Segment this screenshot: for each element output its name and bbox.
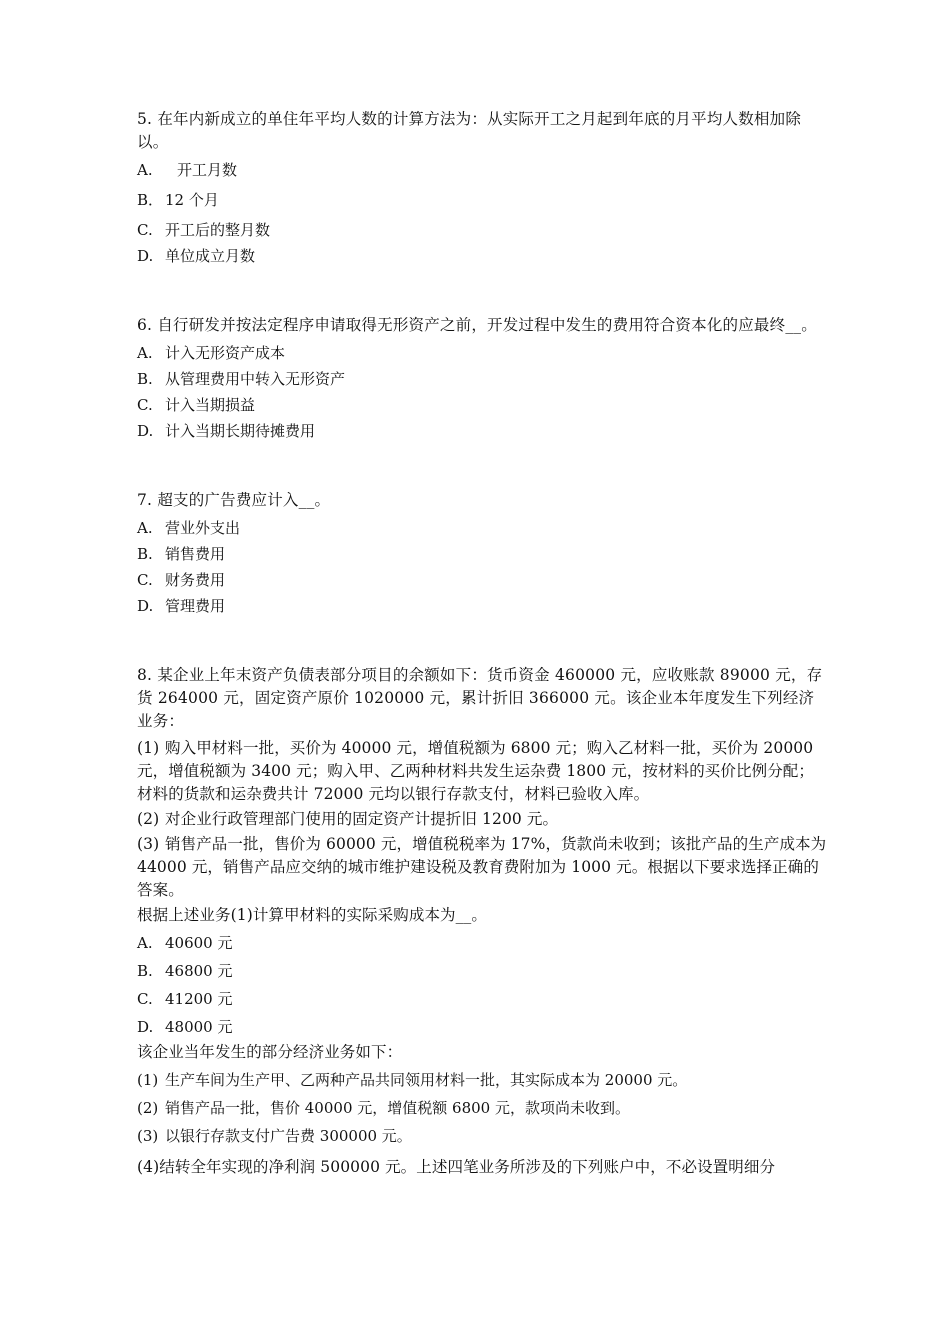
question-6	[137, 314, 827, 443]
option-text: 48000 元	[165, 1018, 233, 1036]
option-letter: B.	[137, 962, 153, 980]
question-5-option-c[interactable]	[137, 218, 827, 242]
question-5-option-a[interactable]	[137, 158, 827, 182]
item-label: (1)	[137, 1071, 159, 1089]
question-9	[137, 1041, 827, 1179]
question-8-option-d[interactable]	[137, 1013, 827, 1041]
option-letter: A.	[137, 519, 153, 537]
option-letter: B.	[137, 370, 153, 388]
question-8-item-3	[137, 833, 827, 902]
option-text: 单位成立月数	[165, 247, 256, 265]
option-letter: A.	[137, 934, 153, 952]
question-9-intro: 该企业当年发生的部分经济业务如下：	[137, 1043, 403, 1061]
question-8-option-b[interactable]	[137, 957, 827, 985]
option-text: 计入当期损益	[165, 396, 256, 414]
item-text: 以银行存款支付广告费 300000 元。	[165, 1127, 412, 1145]
option-letter: D.	[137, 247, 154, 265]
option-text: 开工月数	[177, 161, 238, 179]
question-8	[137, 664, 827, 1041]
question-6-stem: 6. 自行研发并按法定程序申请取得无形资产之前，开发过程中发生的费用符合资本化的应最终__。	[137, 316, 817, 334]
option-letter: A.	[137, 344, 153, 362]
question-8-item-2	[137, 808, 827, 831]
question-9-item-1	[137, 1066, 827, 1094]
option-letter: B.	[137, 545, 153, 563]
item-text: 生产车间为生产甲、乙两种产品共同领用材料一批，其实际成本为 20000 元。	[165, 1071, 688, 1089]
option-letter: D.	[137, 422, 154, 440]
option-text: 计入当期长期待摊费用	[165, 422, 316, 440]
item-label: (3)	[137, 1127, 159, 1145]
question-7-option-b[interactable]	[137, 542, 827, 566]
option-letter: B．	[137, 191, 164, 209]
question-5-option-d[interactable]	[137, 244, 827, 268]
option-text: 12 个月	[165, 191, 219, 209]
option-text: 管理费用	[165, 597, 226, 615]
option-text: 开工后的整月数	[165, 221, 271, 239]
option-letter: C.	[137, 571, 153, 589]
document-page	[137, 108, 827, 1181]
item-label: (1)	[137, 739, 160, 757]
question-5-option-b[interactable]	[137, 188, 827, 212]
question-8-item-1	[137, 737, 827, 806]
option-text: 营业外支出	[165, 519, 241, 537]
item-label: (2)	[137, 1099, 159, 1117]
item-text: 销售产品一批，售价 40000 元，增值税额 6800 元，款项尚未收到。	[165, 1099, 630, 1117]
option-text: 销售费用	[165, 545, 226, 563]
question-7-stem: 7. 超支的广告费应计入__。	[137, 491, 331, 509]
question-8-sub-question: 根据上述业务(1)计算甲材料的实际采购成本为__。	[137, 906, 487, 924]
question-9-item-2	[137, 1094, 827, 1122]
question-6-option-c[interactable]	[137, 393, 827, 417]
question-5	[137, 108, 827, 268]
question-6-option-a[interactable]	[137, 341, 827, 365]
question-7	[137, 489, 827, 618]
question-6-option-d[interactable]	[137, 419, 827, 443]
option-letter: C.	[137, 221, 153, 239]
question-7-option-c[interactable]	[137, 568, 827, 592]
option-text: 计入无形资产成本	[165, 344, 286, 362]
option-text: 41200 元	[165, 990, 233, 1008]
question-8-option-a[interactable]	[137, 929, 827, 957]
item-label: (2)	[137, 810, 160, 828]
item-text: 销售产品一批，售价为 60000 元，增值税税率为 17%，货款尚未收到；该批产品的生产成本为 44000 元，销售产品应交纳的城市维护建设税及教育费附加为 1000 元。根据以下要求选择正确的答案。	[137, 835, 827, 899]
question-7-option-a[interactable]	[137, 516, 827, 540]
item-text: 购入甲材料一批，买价为 40000 元，增值税额为 6800 元；购入乙材料一批，买价为 20000 元，增值税额为 3400 元；购入甲、乙两种材料共发生运杂费 1800 元，按材料的买价比例分配；材料的货款和运杂费共计 72000 元均以银行存款支付，材料已验收入库。	[137, 739, 815, 803]
question-7-option-d[interactable]	[137, 594, 827, 618]
option-text: 财务费用	[165, 571, 226, 589]
option-text: 从管理费用中转入无形资产	[165, 370, 346, 388]
item-text: 对企业行政管理部门使用的固定资产计提折旧 1200 元。	[165, 810, 559, 828]
option-letter: D.	[137, 597, 154, 615]
option-letter: A.	[137, 161, 153, 179]
option-text: 40600 元	[165, 934, 233, 952]
question-6-option-b[interactable]	[137, 367, 827, 391]
option-letter: D.	[137, 1018, 154, 1036]
question-5-stem: 5. 在年内新成立的单住年平均人数的计算方法为：从实际开工之月起到年底的月平均人数相加除以。	[137, 110, 802, 151]
question-9-item-3	[137, 1122, 827, 1150]
option-text: 46800 元	[165, 962, 233, 980]
option-letter: C.	[137, 990, 153, 1008]
option-letter: C.	[137, 396, 153, 414]
question-8-option-c[interactable]	[137, 985, 827, 1013]
question-8-stem: 8. 某企业上年末资产负债表部分项目的余额如下：货币资金 460000 元，应收账款 89000 元，存货 264000 元，固定资产原价 1020000 元，累计折旧 366000 元。该企业本年度发生下列经济业务：	[137, 666, 823, 730]
item-label: (3)	[137, 835, 160, 853]
question-9-last-line: (4)结转全年实现的净利润 500000 元。上述四笔业务所涉及的下列账户中，不必设置明细分	[137, 1158, 776, 1176]
